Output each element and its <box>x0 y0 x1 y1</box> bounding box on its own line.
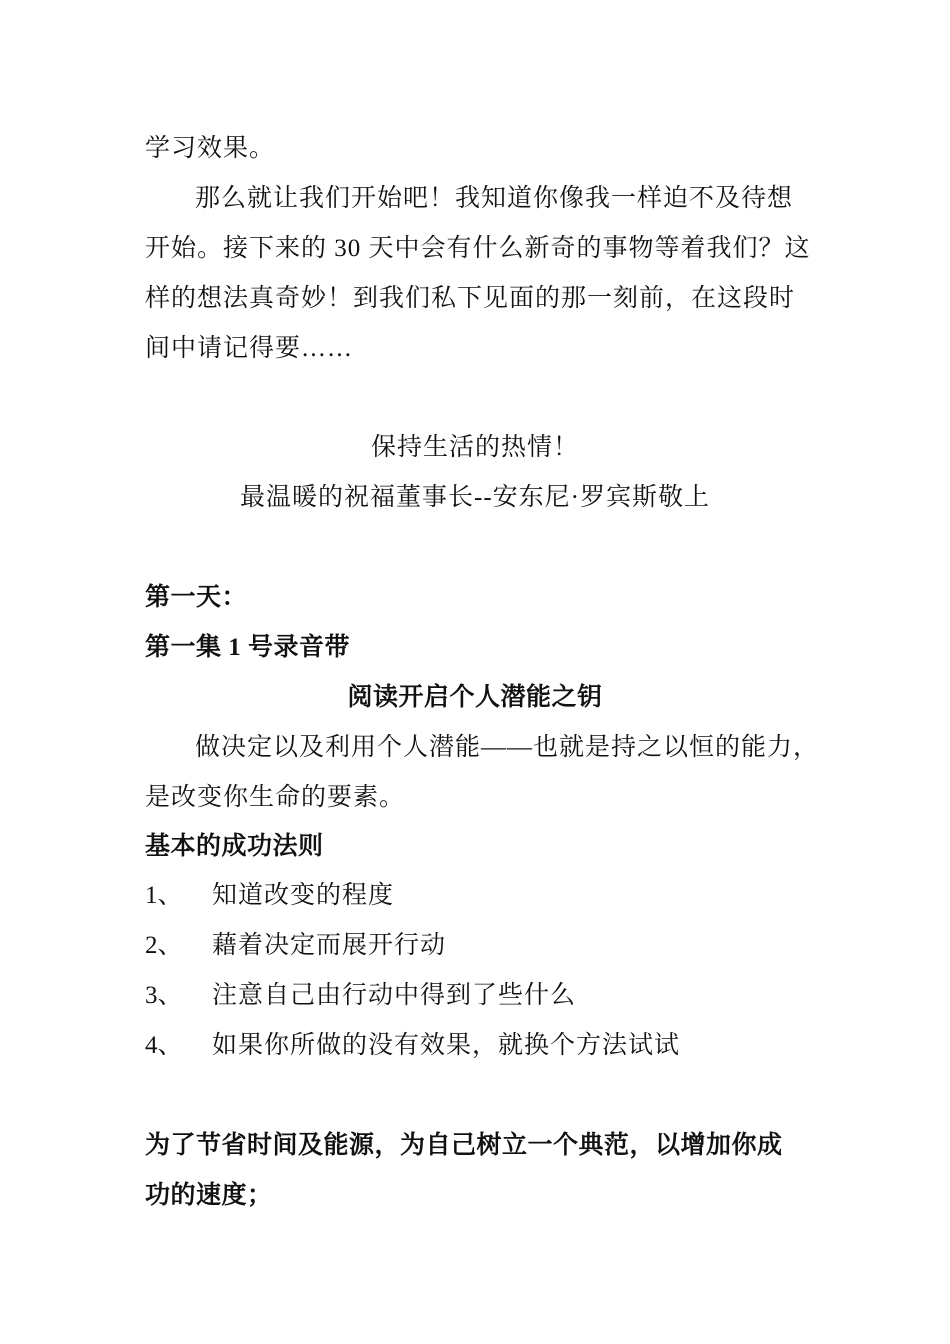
paragraph-line: 是改变你生命的要素。 <box>145 784 406 811</box>
paragraph-line: 那么就让我们开始吧！我知道你像我一样迫不及待想 <box>195 185 794 212</box>
rules-heading: 基本的成功法则 <box>145 833 324 860</box>
signature-line: 最温暖的祝福董事长--安东尼·罗宾斯敬上 <box>240 484 710 511</box>
list-item: 知道改变的程度 <box>212 882 395 909</box>
list-item-number: 4、 <box>145 1032 183 1059</box>
paragraph-line: 学习效果。 <box>145 135 276 162</box>
day-heading: 第一天： <box>145 584 248 611</box>
paragraph-line: 开始。接下来的 30 天中会有什么新奇的事物等着我们？这 <box>145 235 811 262</box>
list-item: 如果你所做的没有效果，就换个方法试试 <box>212 1032 681 1059</box>
list-item-number: 3、 <box>145 982 183 1009</box>
section-title: 阅读开启个人潜能之钥 <box>347 684 603 711</box>
bold-paragraph-line: 功的速度； <box>145 1182 273 1209</box>
list-item: 藉着决定而展开行动 <box>212 932 447 959</box>
tape-heading: 第一集 1 号录音带 <box>145 634 351 661</box>
bold-paragraph-line: 为了节省时间及能源，为自己树立一个典范，以增加你成 <box>145 1132 783 1159</box>
list-item-number: 1、 <box>145 882 183 909</box>
paragraph-line: 做决定以及利用个人潜能——也就是持之以恒的能力， <box>195 734 820 761</box>
list-item-number: 2、 <box>145 932 183 959</box>
closing-line: 保持生活的热情！ <box>370 434 579 461</box>
paragraph-line: 样的想法真奇妙！到我们私下见面的那一刻前，在这段时 <box>145 285 796 312</box>
paragraph-line: 间中请记得要…… <box>145 335 354 362</box>
list-item: 注意自己由行动中得到了些什么 <box>212 982 577 1009</box>
